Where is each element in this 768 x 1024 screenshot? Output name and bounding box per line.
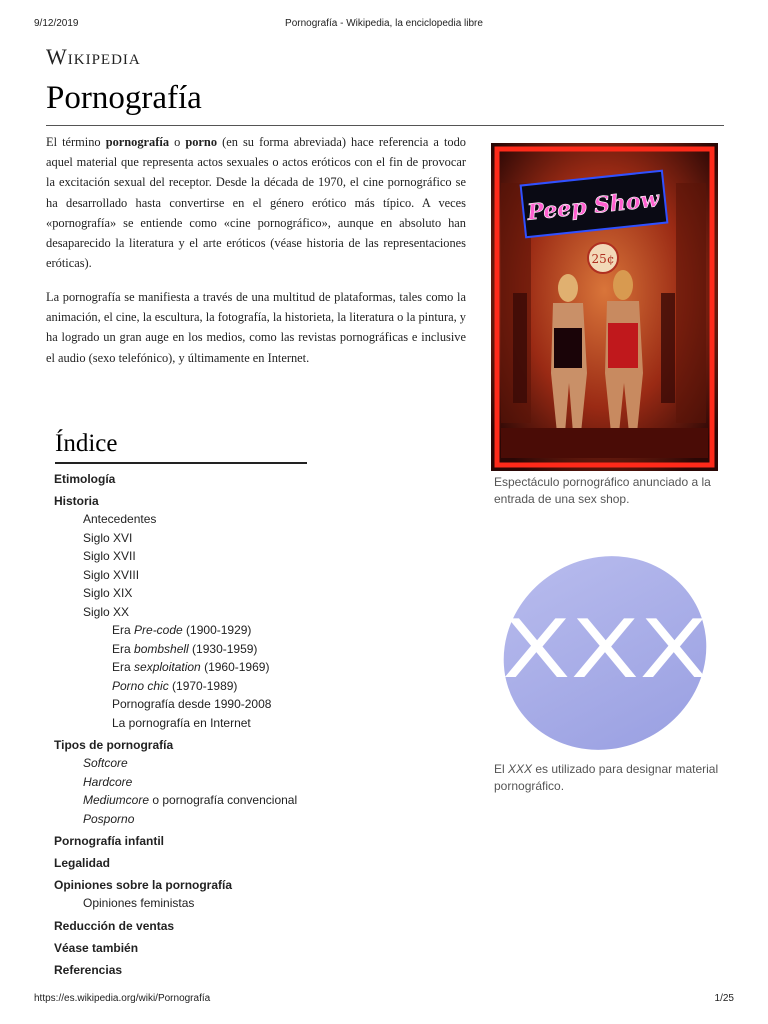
toc-item-vease[interactable]: Véase también — [54, 940, 139, 955]
table-of-contents — [54, 470, 354, 979]
toc-item-siglo-xviii[interactable]: Siglo XVIII — [83, 567, 140, 582]
page-title: Pornografía — [46, 80, 202, 116]
toc-item-legalidad[interactable]: Legalidad — [54, 856, 111, 870]
photo-caption: Espectáculo pornográfico anunciado a la entrada de una sex shop. — [494, 475, 711, 506]
toc-item-desde-1990[interactable]: Pornografía desde 1990-2008 — [112, 697, 272, 711]
toc-item-siglo-xix[interactable]: Siglo XIX — [83, 586, 133, 600]
toc-item-etimologia[interactable]: Etimología — [54, 472, 116, 486]
wikipedia-wordmark[interactable]: Wikipedia — [46, 44, 141, 69]
peep-show-sign: Peep Show — [526, 186, 661, 226]
print-url: https://es.wikipedia.org/wiki/Pornografía — [34, 993, 211, 1004]
xxx-logo-text: XXX — [502, 603, 708, 696]
xxx-caption: El XXX es utilizado para designar material pornográfico. — [494, 762, 719, 793]
print-date: 9/12/2019 — [34, 18, 79, 29]
toc-item-reduccion[interactable]: Reducción de ventas — [54, 918, 175, 933]
toc-item-siglo-xvi[interactable]: Siglo XVI — [83, 530, 133, 545]
page-number: 1/25 — [714, 993, 734, 1004]
toc-item-tipos[interactable]: Tipos de pornografía — [54, 738, 174, 752]
peep-show-image — [491, 143, 718, 471]
peep-show-photo[interactable] — [491, 143, 718, 471]
toc-item-siglo-xx[interactable]: Siglo XX — [83, 604, 130, 619]
print-title: Pornografía - Wikipedia, la enciclopedia libre — [285, 18, 483, 29]
price-label: 25¢ — [591, 252, 615, 266]
toc-item-historia[interactable]: Historia — [54, 494, 99, 508]
second-paragraph: La pornografía se manifiesta a través de una multitud de plataformas, tales como la animación, el cine, la escultura, la fotografía, la historieta, la literatura o la pintura, y ha logrado un gran auge en los medios, como las revistas pornográficas e inclusive el audio (sexo telefónico), y últimamente en Internet. — [46, 290, 466, 365]
toc-item-era-sexploitation[interactable]: Era sexploitation (1960-1969) — [112, 660, 270, 674]
term-bold-short: porno — [185, 135, 218, 149]
toc-item-antecedentes[interactable]: Antecedentes — [83, 512, 157, 526]
toc-item-posporno[interactable]: Posporno — [83, 811, 135, 826]
toc-item-porno-chic[interactable]: Porno chic (1970-1989) — [112, 678, 238, 693]
term-bold: pornografía — [105, 135, 170, 149]
toc-title: Índice — [55, 430, 118, 457]
toc-item-siglo-xvii[interactable]: Siglo XVII — [83, 549, 136, 563]
toc-item-era-bombshell[interactable]: Era bombshell (1930-1959) — [112, 641, 258, 656]
xxx-image — [500, 555, 710, 753]
toc-item-era-pre-code[interactable]: Era Pre-code (1900-1929) — [112, 623, 252, 637]
toc-item-opiniones[interactable]: Opiniones sobre la pornografía — [54, 878, 233, 892]
toc-item-feministas[interactable]: Opiniones feministas — [83, 896, 195, 910]
toc-item-mediumcore[interactable]: Mediumcore o pornografía convencional — [83, 793, 298, 807]
toc-divider — [55, 462, 307, 464]
title-divider — [46, 125, 724, 126]
toc-item-softcore[interactable]: Softcore — [83, 756, 128, 770]
xxx-logo[interactable] — [500, 555, 710, 753]
intro-paragraph: El término pornografía o porno (en su forma abreviada) hace referencia a todo aquel material que representa actos sexuales o actos eróticos con el fin de provocar la excitación sexual del receptor. Desde la década de 1970, el cine pornográfico se ha desarrollado hasta convertirse en el género erótico más típico. A veces «pornografía» se entiende como «cine pornográfico», aunque en absoluto han desaparecido la literatura y el arte eróticos (véase historia de las representaciones eróticas). — [46, 135, 466, 271]
toc-item-hardcore[interactable]: Hardcore — [83, 774, 133, 789]
toc-item-internet[interactable]: La pornografía en Internet — [112, 715, 251, 730]
toc-item-infantil[interactable]: Pornografía infantil — [54, 834, 165, 848]
toc-item-referencias[interactable]: Referencias — [54, 962, 123, 977]
